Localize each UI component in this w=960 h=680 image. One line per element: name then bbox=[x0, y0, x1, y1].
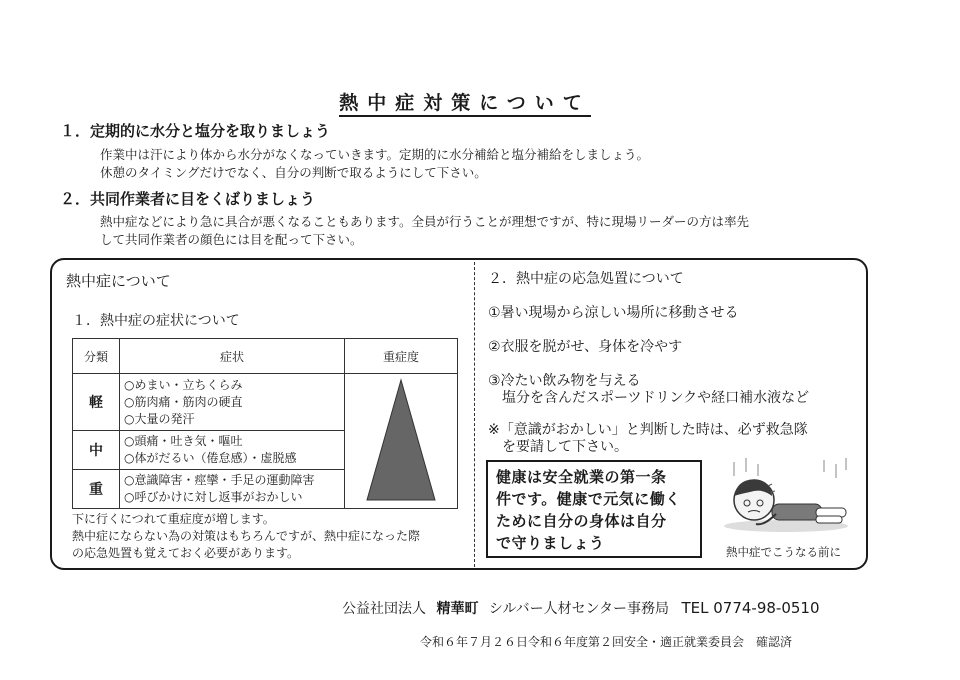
first-aid-step: ②衣服を脱がせ、身体を冷やす bbox=[488, 339, 683, 355]
table-header-row bbox=[73, 339, 458, 374]
note-line: 熱中症にならない為の対策はもちろんですが、熱中症になった際 bbox=[72, 529, 421, 543]
note-line: の応急処置も覚えておく必要があります。 bbox=[72, 546, 300, 560]
category-mild: 軽 bbox=[73, 374, 120, 431]
first-aid-step: ③冷たい飲み物を与える bbox=[488, 373, 641, 389]
page-title: 熱中症対策について bbox=[0, 88, 930, 115]
symptom-item: ○めまい・立ちくらみ bbox=[124, 377, 243, 392]
left-subheading: １．熱中症の症状について bbox=[72, 313, 240, 329]
section-1-heading: １．定期的に水分と塩分を取りましょう bbox=[60, 122, 331, 140]
symptom-table bbox=[72, 338, 458, 509]
table-row bbox=[73, 374, 458, 431]
note-line: 下に行くにつれて重症度が増します。 bbox=[72, 512, 275, 526]
health-note-line: 健康は安全就業の第一条 bbox=[496, 468, 667, 486]
severity-cell bbox=[345, 374, 458, 509]
first-aid-step: ①暑い現場から涼しい場所に移動させる bbox=[488, 305, 739, 321]
symptom-item: ○呼びかけに対し返事がおかしい bbox=[124, 490, 303, 504]
section-2-heading: ２．共同作業者に目をくばりましょう bbox=[60, 190, 316, 208]
box-divider bbox=[474, 262, 475, 567]
illustration-caption: 熱中症でこうなる前に bbox=[726, 545, 841, 559]
category-severe: 重 bbox=[73, 470, 120, 509]
org-town: 精華町 bbox=[436, 601, 479, 617]
first-aid-step-detail: 塩分を含んだスポーツドリンクや経口補水液など bbox=[488, 390, 810, 406]
warning-line: を要請して下さい。 bbox=[488, 439, 628, 455]
footer-org-line bbox=[342, 598, 820, 618]
header-symptoms: 症状 bbox=[120, 339, 345, 374]
severity-triangle bbox=[345, 374, 457, 508]
org-prefix: 公益社団法人 bbox=[342, 601, 426, 617]
right-subheading: ２．熱中症の応急処置について bbox=[488, 271, 684, 287]
health-note-line: で守りましょう bbox=[496, 534, 605, 552]
footer-confirm: 令和６年７月２６日令和６年度第２回安全・適正就業委員会 確認済 bbox=[420, 635, 793, 649]
org-name: シルバー人材センター事務局 bbox=[488, 601, 670, 617]
org-tel: TEL 0774-98-0510 bbox=[681, 599, 820, 617]
symptom-item: ○筋肉痛・筋肉の硬直 bbox=[124, 394, 243, 409]
symptom-item: ○意識障害・痙攣・手足の運動障害 bbox=[124, 473, 315, 487]
header-severity: 重症度 bbox=[345, 339, 458, 374]
left-title: 熱中症について bbox=[66, 272, 171, 290]
section-1-line-1: 作業中は汗により体から水分がなくなっていきます。定期的に水分補給と塩分補給をしましょう。 bbox=[100, 147, 650, 162]
symptom-item: ○大量の発汗 bbox=[124, 411, 195, 426]
header-category: 分類 bbox=[73, 339, 120, 374]
section-2-line-2: して共同作業者の顔色には目を配って下さい。 bbox=[100, 232, 363, 247]
health-note-box bbox=[486, 460, 702, 558]
category-moderate: 中 bbox=[73, 431, 120, 470]
warning-line: ※「意識がおかしい」と判断した時は、必ず救急隊 bbox=[488, 422, 808, 438]
symptom-item: ○体がだるい（倦怠感）・虚脱感 bbox=[124, 451, 297, 465]
section-1-line-2: 休憩のタイミングだけでなく、自分の判断で取るようにして下さい。 bbox=[100, 165, 487, 180]
section-2-line-1: 熱中症などにより急に具合が悪くなることもあります。全員が行うことが理想ですが、特に現場リーダーの方は率先 bbox=[100, 214, 750, 229]
health-note-line: 件です。健康で元気に働く bbox=[496, 490, 681, 508]
collapsed-person-illustration bbox=[716, 456, 856, 542]
symptom-item: ○頭痛・吐き気・嘔吐 bbox=[124, 434, 243, 448]
health-note-line: ために自分の身体は自分 bbox=[496, 512, 667, 530]
